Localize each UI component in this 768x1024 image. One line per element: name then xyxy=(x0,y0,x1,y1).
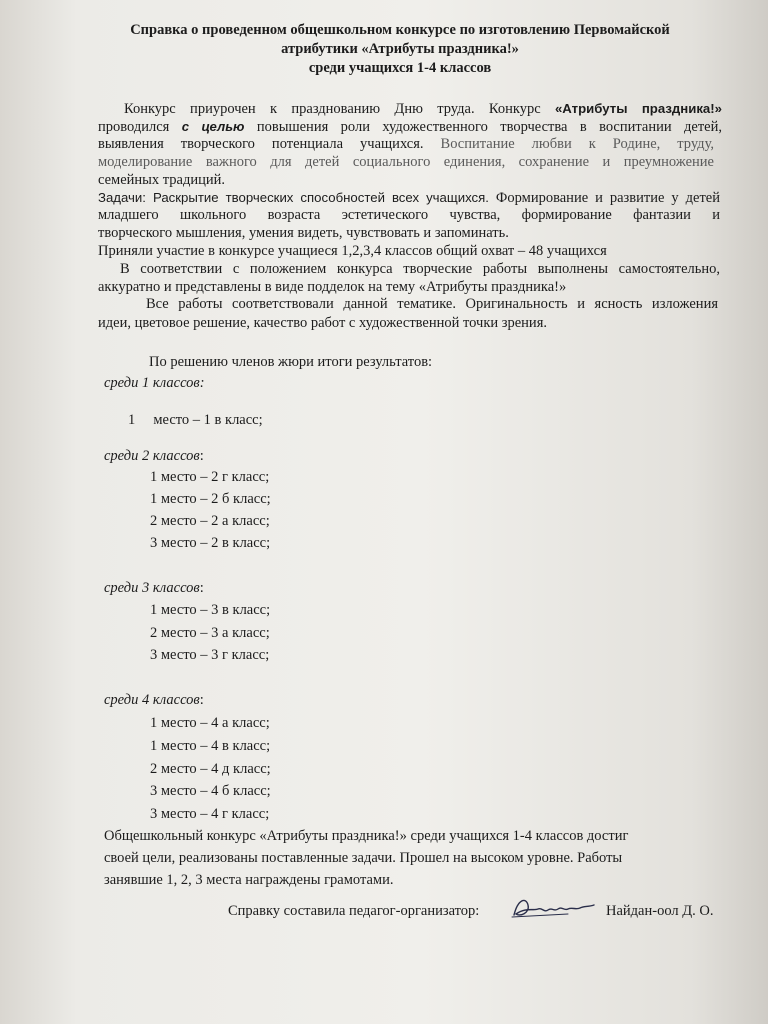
group-heading-colon: : xyxy=(199,580,204,596)
result-2-1: 1 место – 2 г класс; xyxy=(150,469,270,485)
tasks-label: Задачи: Раскрытие творческих способностей всех учащихся. xyxy=(98,190,489,205)
title-line-3: среди учащихся 1-4 классов xyxy=(308,60,492,76)
jury-line: По решению членов жюри итоги результатов: xyxy=(149,354,433,370)
result-4-1: 1 место – 4 а класс; xyxy=(150,715,270,731)
tasks-text: Формирование и развитие у детей xyxy=(488,190,720,206)
intro-line-5: семейных традиций. xyxy=(98,172,226,188)
goal-emphasis: с целью xyxy=(181,119,245,134)
intro-text: выявления творческого потенциала учащихся. xyxy=(98,136,424,152)
result-3-3: 3 место – 3 г класс; xyxy=(150,647,270,663)
result-3-1: 1 место – 3 в класс; xyxy=(150,602,271,618)
result-4-4: 3 место – 4 б класс; xyxy=(150,783,271,799)
title-line-2: атрибутики «Атрибуты праздника!» xyxy=(281,41,519,57)
group-heading-1: среди 1 классов: xyxy=(104,375,205,391)
intro-line-3 xyxy=(98,136,714,153)
intro-text: повышения роли художественного творчества в воспитании детей, xyxy=(244,119,722,135)
group-heading-4 xyxy=(104,692,204,709)
intro-line-4: моделирование важного для детей социального единения, сохранение и преумножение xyxy=(98,154,714,170)
conclusion-line-3: занявшие 1, 2, 3 места награждены грамотами. xyxy=(104,872,394,888)
group-heading-3 xyxy=(104,580,204,597)
p2-line-1: В соответствии с положением конкурса творческие работы выполнены самостоятельно, xyxy=(120,261,720,277)
group-heading-colon: : xyxy=(199,692,204,708)
intro-text-faded: Воспитание любви к Родине, труду, xyxy=(423,136,714,152)
result-4-2: 1 место – 4 в класс; xyxy=(150,738,271,754)
intro-line-2 xyxy=(98,118,722,136)
intro-text: проводился xyxy=(98,119,182,135)
p3-line-2: идеи, цветовое решение, качество работ с художественной точки зрения. xyxy=(98,315,547,331)
conclusion-line-1: Общешкольный конкурс «Атрибуты праздника!» среди учащихся 1-4 классов достиг xyxy=(104,828,629,844)
group-heading-2 xyxy=(104,448,204,465)
result-2-4: 3 место – 2 в класс; xyxy=(150,535,271,551)
result-3-2: 2 место – 3 а класс; xyxy=(150,625,270,641)
signature-name: Найдан-оол Д. О. xyxy=(606,903,714,919)
result-2-2: 1 место – 2 б класс; xyxy=(150,491,271,507)
tasks-line-3: творческого мышления, умения видеть, чувствовать и запоминать. xyxy=(98,225,509,241)
result-4-5: 3 место – 4 г класс; xyxy=(150,806,270,822)
participation-line: Приняли участие в конкурсе учащиеся 1,2,3,4 классов общий охват – 48 учащихся xyxy=(98,243,607,259)
group-heading-text: среди 3 классов xyxy=(104,580,200,596)
p3-line-1: Все работы соответствовали данной тематике. Оригинальность и ясность изложения xyxy=(146,296,718,312)
group-heading-text: среди 4 классов xyxy=(104,692,200,708)
signature-label: Справку составила педагог-организатор: xyxy=(228,903,480,919)
p2-line-2: аккуратно и представлены в виде подделок на тему «Атрибуты праздника!» xyxy=(98,279,567,295)
group-heading-text: среди 2 классов xyxy=(104,448,200,464)
result-1-1: 1 место – 1 в класс; xyxy=(128,412,263,428)
contest-name: «Атрибуты праздника!» xyxy=(554,101,722,116)
title-line-1: Справка о проведенном общешкольном конкурсе по изготовлению Первомайской xyxy=(130,22,670,38)
result-4-3: 2 место – 4 д класс; xyxy=(150,761,271,777)
result-2-3: 2 место – 2 а класс; xyxy=(150,513,270,529)
intro-line-1 xyxy=(124,100,722,118)
conclusion-line-2: своей цели, реализованы поставленные задачи. Прошел на высоком уровне. Работы xyxy=(104,850,623,866)
group-heading-colon: : xyxy=(199,448,204,464)
tasks-line-2: младшего школьного возраста эстетического чувства, формирование фантазии и xyxy=(98,207,720,223)
tasks-line-1 xyxy=(98,189,720,207)
intro-text: Конкурс приурочен к празднованию Дню труда. Конкурс xyxy=(124,101,555,117)
handwritten-signature xyxy=(508,895,598,923)
